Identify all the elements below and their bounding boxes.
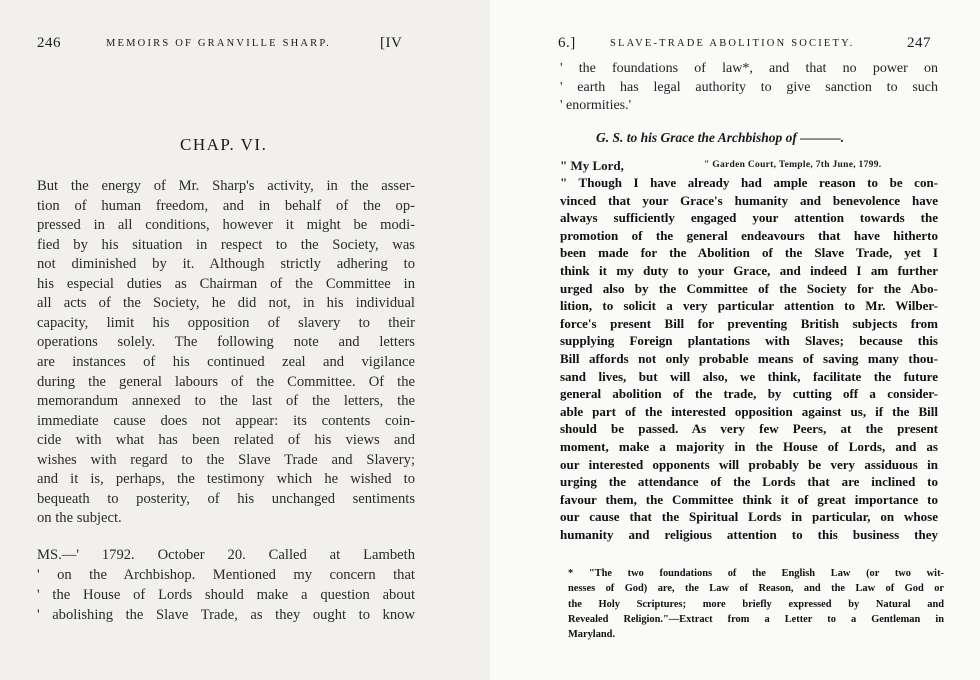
- body-line: cide with what has been related of his views and: [37, 432, 415, 449]
- body-line: operations solely. The following note and letters: [37, 334, 415, 351]
- footnote-line: nesses of God) are, the Law of Reason, and the Law of God or: [568, 583, 944, 595]
- letter-line: supplying Foreign plantations with Slaves; because this: [560, 333, 938, 349]
- opening-line: ' the foundations of law*, and that no power on: [560, 61, 938, 76]
- ms-line: ' the House of Lords should make a question about: [37, 587, 415, 603]
- body-line: pressed in all conditions, however it might be modi-: [37, 217, 415, 234]
- body-line: not diminished by it. Although strictly adhering to: [37, 256, 415, 273]
- body-line: all acts of the Society, he did not, in his individual: [37, 295, 415, 312]
- footnote-line: Maryland.: [568, 629, 616, 641]
- ms-line: ' on the Archbishop. Mentioned my concern that: [37, 567, 415, 583]
- letter-line: favour them, the Committee think it of great importance to: [560, 491, 938, 507]
- body-line: memorandum annexed to the last of the letters, the: [37, 393, 415, 410]
- body-line: wishes with regard to the Slave Trade and Slavery;: [37, 451, 415, 468]
- right-page-number: 247: [907, 35, 931, 51]
- letter-line: general abolition of the trade, by cutting off a consider-: [560, 386, 938, 402]
- body-line: capacity, limit his opposition of slavery to their: [37, 314, 415, 331]
- letter-line: always sufficiently engaged your attention towards the: [560, 210, 938, 226]
- letter-line: lition, to solicit a very particular attention to Mr. Wilber-: [560, 298, 938, 314]
- left-page-number: 246: [37, 35, 61, 51]
- letter-line: promotion of the general endeavours that have hitherto: [560, 227, 938, 243]
- right-section-mark: 6.]: [558, 35, 576, 51]
- body-line: fied by his situation in respect to the Society, was: [37, 236, 415, 253]
- letter-line: able part of the interested opposition against us, if the Bill: [560, 403, 938, 419]
- opening-line: ' enormities.': [560, 98, 632, 113]
- dateline: " Garden Court, Temple, 7th June, 1799.: [704, 160, 882, 170]
- letter-line: sand lives, but will also, we think, facilitate the future: [560, 368, 938, 384]
- body-line: on the subject.: [37, 510, 122, 527]
- footnote-line: the Holy Scriptures; more briefly expressed by Natural and: [568, 598, 944, 610]
- opening-line: ' earth has legal authority to give sanction to such: [560, 79, 938, 95]
- body-line: immediate cause does not appear: its contents coin-: [37, 412, 415, 429]
- body-line: tion of human freedom, and in behalf of the op-: [37, 197, 415, 214]
- left-running-head: MEMOIRS OF GRANVILLE SHARP.: [106, 38, 332, 49]
- right-running-head: SLAVE-TRADE ABOLITION SOCIETY.: [610, 38, 855, 49]
- body-line: are instances of his continued zeal and vigilance: [37, 353, 415, 370]
- letter-line: should be passed. As very few Peers, at the present: [560, 421, 938, 437]
- letter-line: humanity and religious attention to this business they: [560, 527, 938, 542]
- body-line: during the general labours of the Committee. Of the: [37, 373, 415, 390]
- body-line: bequeath to posterity, of his unchanged sentiments: [37, 490, 415, 507]
- letter-heading: G. S. to his Grace the Archbishop of ———.: [596, 130, 845, 145]
- ms-line: MS.—' 1792. October 20. Called at Lambeth: [37, 547, 415, 563]
- letter-line: urged also by the Committee of the Society for the Abo-: [560, 280, 938, 296]
- letter-line: " Though I have already had ample reason to be con-: [560, 175, 938, 190]
- letter-line: moment, make a majority in the House of Lords, and as: [560, 439, 938, 454]
- letter-line: think it my duty to your Grace, and indeed I am further: [560, 263, 938, 278]
- footnote-line: Revealed Religion."—Extract from a Letter to a Gentleman in: [568, 613, 944, 625]
- salutation: " My Lord,: [560, 158, 624, 173]
- letter-line: force's present Bill for preventing British subjects from: [560, 315, 938, 331]
- letter-line: urging the attendance of the Lords that are inclined to: [560, 474, 938, 490]
- chapter-title: CHAP. VI.: [180, 135, 268, 154]
- ms-line: ' abolishing the Slave Trade, as they ought to know: [37, 607, 415, 623]
- body-line: and it is, perhaps, the testimony which he wished to: [37, 471, 415, 488]
- body-line: But the energy of Mr. Sharp's activity, in the asser-: [37, 178, 415, 194]
- letter-line: our cause that the Spiritual Lords in particular, on whose: [560, 509, 938, 525]
- letter-line: Bill affords not only probable means of saving many thou-: [560, 351, 938, 366]
- body-line: his especial duties as Chairman of the Committee in: [37, 275, 415, 292]
- letter-line: our interested opponents will probably be very assiduous in: [560, 456, 938, 472]
- letter-line: vinced that your Grace's humanity and benevolence have: [560, 192, 938, 208]
- left-section-mark: [IV: [380, 35, 403, 51]
- letter-line: been made for the Abolition of the Slave Trade, yet I: [560, 245, 938, 261]
- footnote-line: * "The two foundations of the English Law (or two wit-: [568, 568, 944, 579]
